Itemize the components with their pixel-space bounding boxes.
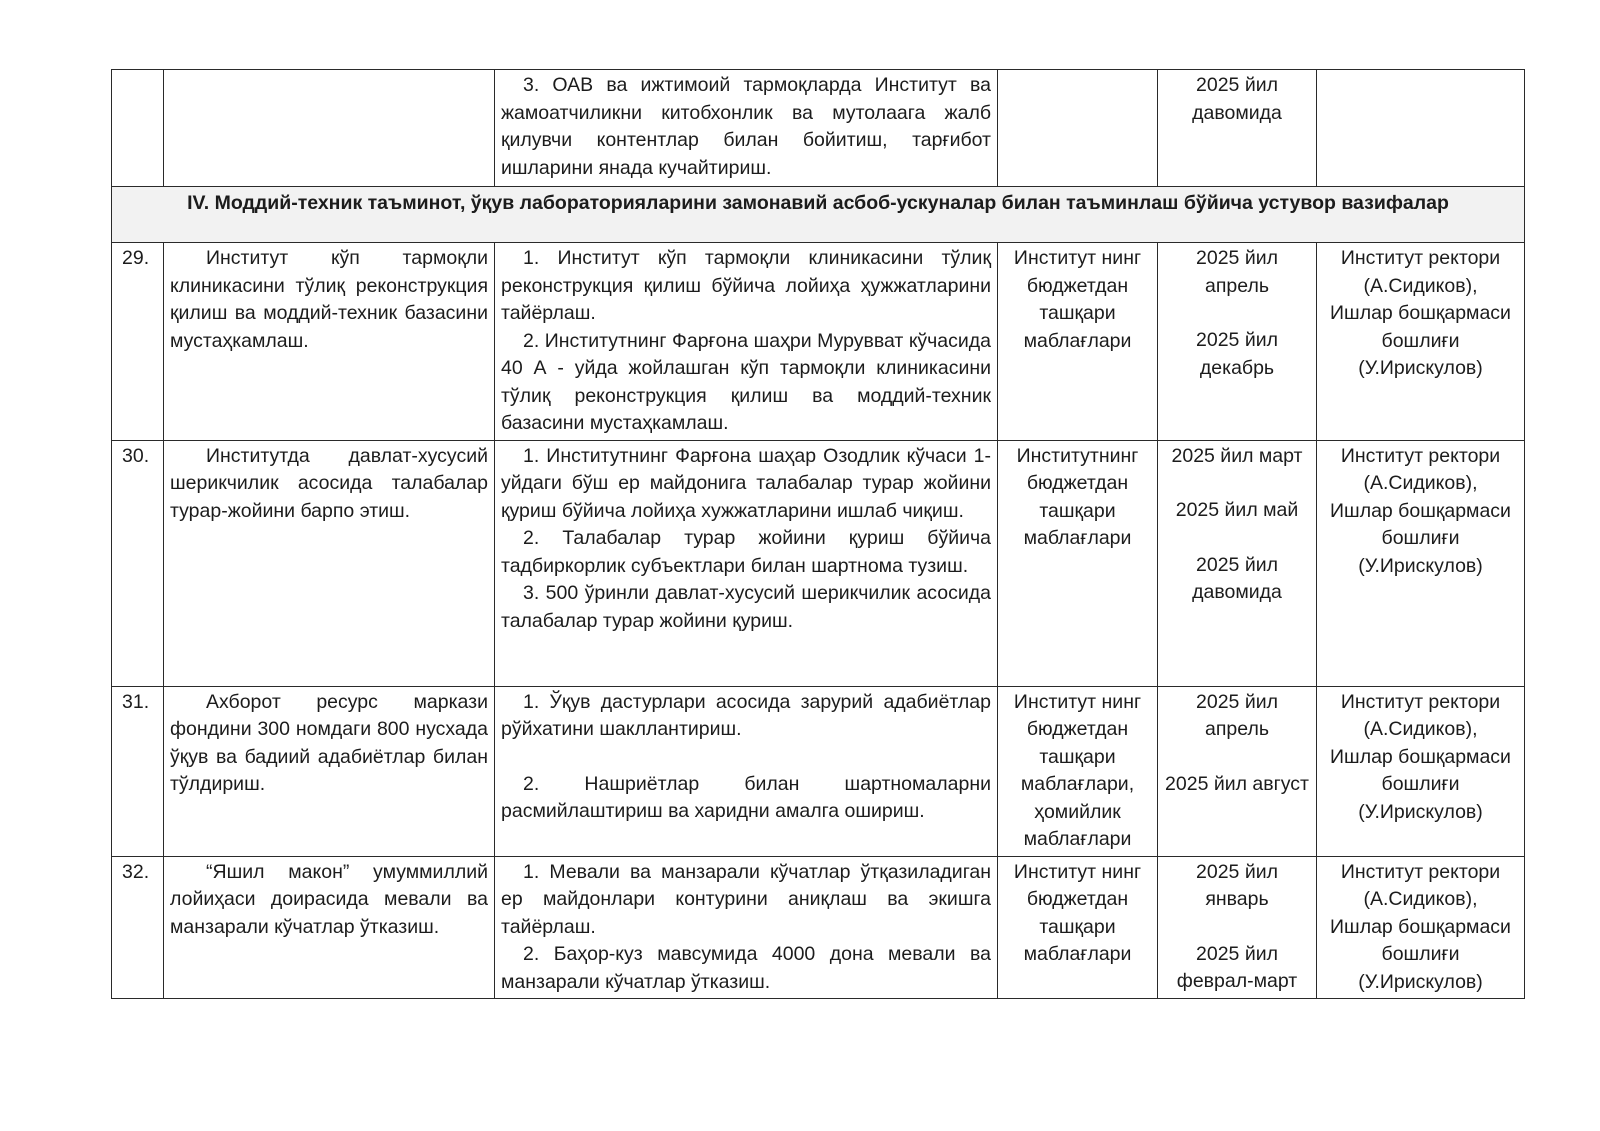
funding-source-cell [998,70,1158,187]
responsible-cell [1317,243,1525,441]
responsible-line: Ишлар бошқармаси [1330,302,1511,324]
task-cell [164,243,495,441]
task-cell [164,856,495,999]
plan-table [111,69,1525,999]
responsible-line: (У.Ирискулов) [1358,554,1483,577]
responsible-line: Институт ректори [1340,247,1501,269]
task-cell [164,686,495,856]
deadline-item: 2025 йил давомида [1192,74,1282,124]
task-cell [164,440,495,686]
table-row [112,243,1525,441]
responsible-line: (А.Сидиков), [1363,274,1478,297]
responsible-line: Ишлар бошқармаси [1330,745,1511,768]
actions-cell [495,686,998,856]
table-row [112,440,1525,686]
responsible-line: Ишлар бошқармаси [1330,915,1511,938]
task-text: Ахборот ресурс маркази фондини 300 номдаги 800 нусхада ўқув ва бадиий адабиётлар билан тўлдириш. [170,690,488,795]
row-number: 30. [112,440,164,686]
deadline-item: 2025 йил апрель [1196,247,1278,297]
responsible-line: (У.Ирискулов) [1358,800,1483,823]
responsible-line: Институт ректори [1340,690,1501,713]
responsible-line: бошлиғи [1381,943,1460,965]
section-header-row [112,187,1525,243]
responsible-cell [1317,440,1525,686]
responsible-line: (А.Сидиков), [1363,472,1478,494]
action-item: 2. Баҳор-куз мавсумида 4000 дона мевали ва манзарали кўчатлар ўтказиш. [501,943,991,993]
task-cell [164,70,495,187]
funding-source-cell: Институт нинг бюджетдан ташқари маблағлари [998,856,1158,999]
table-row [112,856,1525,999]
deadline-cell [1158,70,1317,187]
action-item: 1. Институт кўп тармоқли клиникасини тўлиқ реконструкция қилиш бўйича лойиҳа ҳужжатларини тайёрлаш. [501,247,991,324]
actions-cell [495,856,998,999]
deadline-cell [1158,686,1317,856]
responsible-line: Институт ректори [1340,444,1501,467]
responsible-line: (А.Сидиков), [1363,888,1478,910]
deadline-item: 2025 йил апрель [1196,690,1278,740]
deadline-cell [1158,243,1317,441]
action-item: 2. Нашриётлар билан шартномаларни расмийлаштириш ва харидни амалга ошириш. [501,772,991,822]
action-item: 1. Институтнинг Фарғона шаҳар Озодлик кўчаси 1-уйдаги бўш ер майдонига талабалар турар жойини қуриш бўйича лойиҳа хужжатларини ишлаб чиқиш. [501,444,991,522]
responsible-line: бошлиғи [1381,773,1460,795]
section-title: IV. Моддий-техник таъминот, ўқув лабораторияларини замонавий асбоб-ускуналар билан таъминлаш бўйича устувор вазифалар [112,187,1525,243]
responsible-cell [1317,70,1525,187]
deadline-cell [1158,440,1317,686]
deadline-item: 2025 йил январь [1196,860,1278,910]
responsible-line: Институт ректори [1340,860,1501,883]
funding-source-cell: Институтнинг бюджетдан ташқари маблағлари [998,440,1158,686]
deadline-item: 2025 йил давомида [1192,553,1282,603]
action-item: 3. 500 ўринли давлат-хусусий шерикчилик асосида талабалар турар жойини қуриш. [501,582,991,632]
action-item: 2. Институтнинг Фарғона шаҳри Мурувват кўчасида 40 А - уйда жойлашган кўп тармоқли клиникасини тўлиқ реконструкция қилиш ва моддий-техник базасини мустаҳкамлаш. [501,329,991,434]
task-text: “Яшил макон” умуммиллий лойиҳаси доирасида мевали ва манзарали кўчатлар ўтказиш. [170,860,488,938]
action-item: 3. ОАВ ва ижтимоий тармоқларда Институт ва жамоатчиликни китобхонлик ва мутолаага жалб қилувчи контентлар билан бойитиш, тарғибот ишларини янада кучайтириш. [501,74,991,179]
row-number: 31. [112,686,164,856]
responsible-line: (У.Ирискулов) [1358,970,1483,993]
responsible-line: (У.Ирискулов) [1358,357,1483,379]
responsible-line: бошлиғи [1381,329,1460,352]
responsible-cell [1317,686,1525,856]
deadline-cell [1158,856,1317,999]
funding-source-cell: Институт нинг бюджетдан ташқари маблағлари, ҳомийлик маблағлари [998,686,1158,856]
action-item: 1. Мевали ва манзарали кўчатлар ўтқазиладиган ер майдонлари контурини аниқлаш ва экишга тайёрлаш. [501,860,991,938]
actions-cell [495,70,998,187]
responsible-line: Ишлар бошқармаси [1330,499,1511,522]
deadline-item: 2025 йил май [1175,499,1299,521]
deadline-item: 2025 йил декабрь [1196,329,1278,379]
row-number: 32. [112,856,164,999]
table-row [112,686,1525,856]
action-item: 2. Талабалар турар жойини қуриш бўйича тадбиркорлик субъектлари билан шартнома тузиш. [501,527,991,577]
action-item: 1. Ўқув дастурлари асосида зарурий адабиётлар рўйхатини шакллантириш. [501,690,991,740]
actions-cell [495,243,998,441]
task-text: Институт кўп тармоқли клиникасини тўлиқ реконструкция қилиш ва моддий-техник базасини мустаҳкамлаш. [170,247,488,352]
funding-source-cell: Институт нинг бюджетдан ташқари маблағлари [998,243,1158,441]
actions-cell [495,440,998,686]
responsible-line: бошлиғи [1381,527,1460,549]
deadline-item: 2025 йил феврал-март [1176,942,1298,992]
row-number: 29. [112,243,164,441]
row-number [112,70,164,187]
table-row-continuation [112,70,1525,187]
task-text: Институтда давлат-хусусий шерикчилик асосида талабалар турар-жойини барпо этиш. [170,444,488,522]
deadline-item: 2025 йил март [1171,444,1303,467]
responsible-line: (А.Сидиков), [1363,718,1478,740]
responsible-cell [1317,856,1525,999]
deadline-item: 2025 йил август [1165,772,1309,795]
